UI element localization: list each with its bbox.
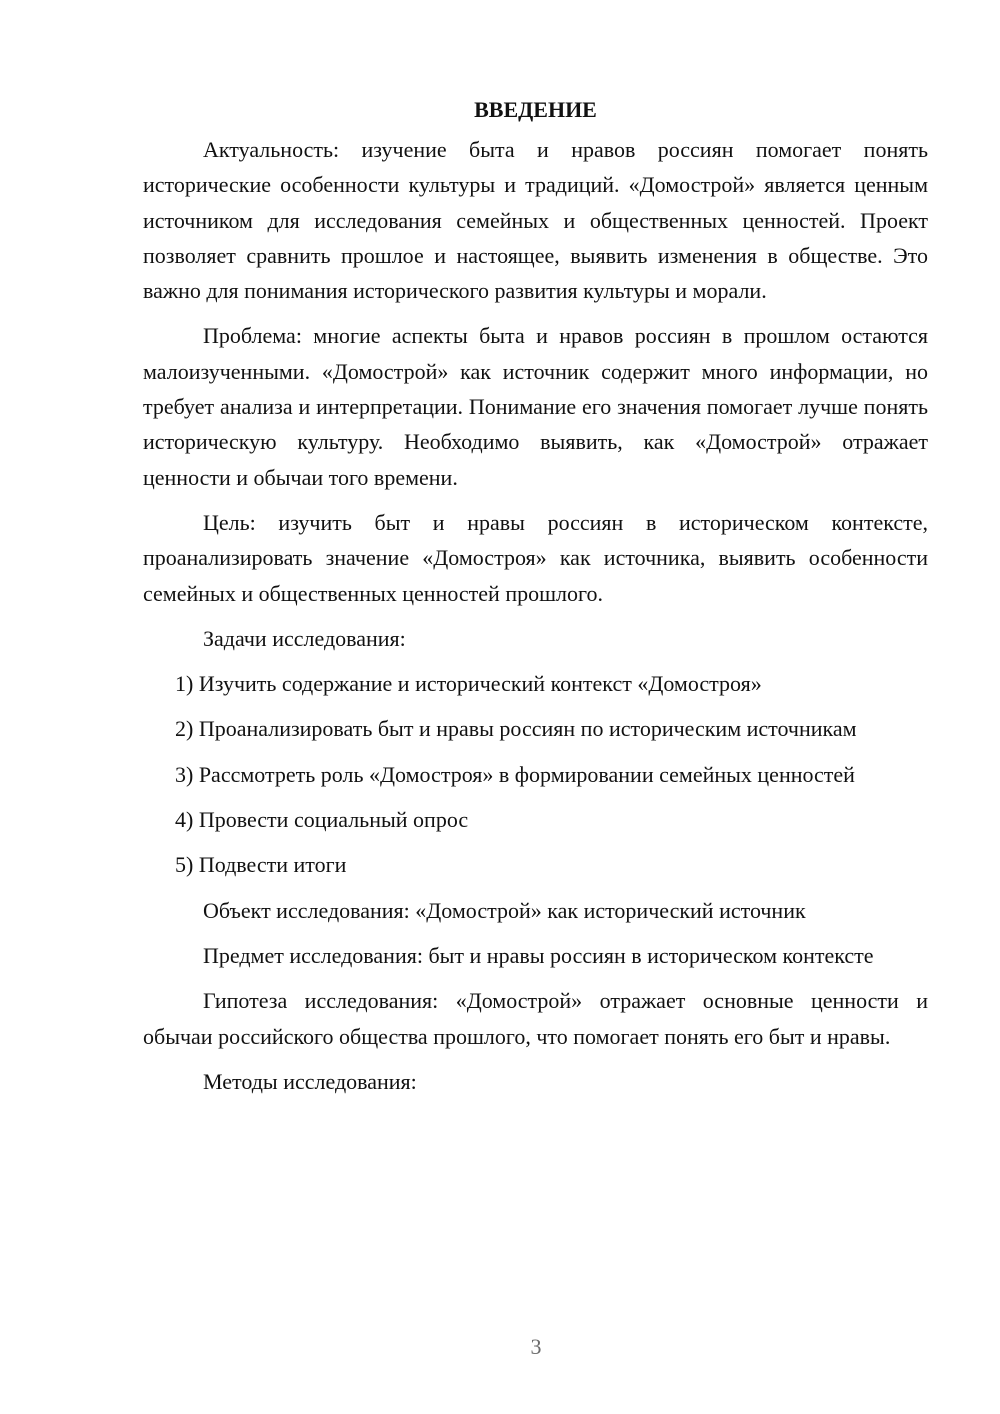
methods-heading: Методы исследования: — [203, 1068, 417, 1094]
page-title: ВВЕДЕНИЕ — [474, 97, 597, 122]
problem-paragraph: Проблема: многие аспекты быта и нравов россиян в прошлом остаются малоизученными. «Домострой» как источник содержит много информации, но требует анализа и интерпретации. Понимание его значения помогает лучше понять историческую культуру. Необходимо выявить, как «Домострой» отражает ценности и обычаи того времени. — [143, 323, 928, 490]
object-paragraph: Объект исследования: «Домострой» как исторический источник — [203, 897, 806, 923]
task-item-4: 4) Провести социальный опрос — [175, 807, 469, 833]
page-number: 3 — [530, 1334, 542, 1359]
task-item-1: 1) Изучить содержание и исторический контекст «Домостроя» — [175, 671, 762, 697]
relevance-paragraph: Актуальность: изучение быта и нравов россиян помогает понять исторические особенности культуры и традиций. «Домострой» является ценным источником для исследования семейных и общественных ценностей. Проект позволяет сравнить прошлое и настоящее, выявить изменения в обществе. Это важно для понимания исторического развития культуры и морали. — [143, 137, 928, 304]
task-item-3: 3) Рассмотреть роль «Домостроя» в формировании семейных ценностей — [175, 761, 855, 787]
hypothesis-paragraph: Гипотеза исследования: «Домострой» отражает основные ценности и обычаи российского общества прошлого, что помогает понять его быт и нравы. — [143, 988, 928, 1049]
task-item-5: 5) Подвести итоги — [175, 852, 347, 878]
subject-paragraph: Предмет исследования: быт и нравы россиян в историческом контексте — [203, 942, 874, 968]
document-page — [143, 92, 928, 1109]
tasks-heading: Задачи исследования: — [203, 625, 406, 651]
task-item-2: 2) Проанализировать быт и нравы россиян по историческим источникам — [175, 716, 857, 742]
goal-paragraph: Цель: изучить быт и нравы россиян в историческом контексте, проанализировать значение «Домостроя» как источника, выявить особенности семейных и общественных ценностей прошлого. — [143, 509, 928, 606]
